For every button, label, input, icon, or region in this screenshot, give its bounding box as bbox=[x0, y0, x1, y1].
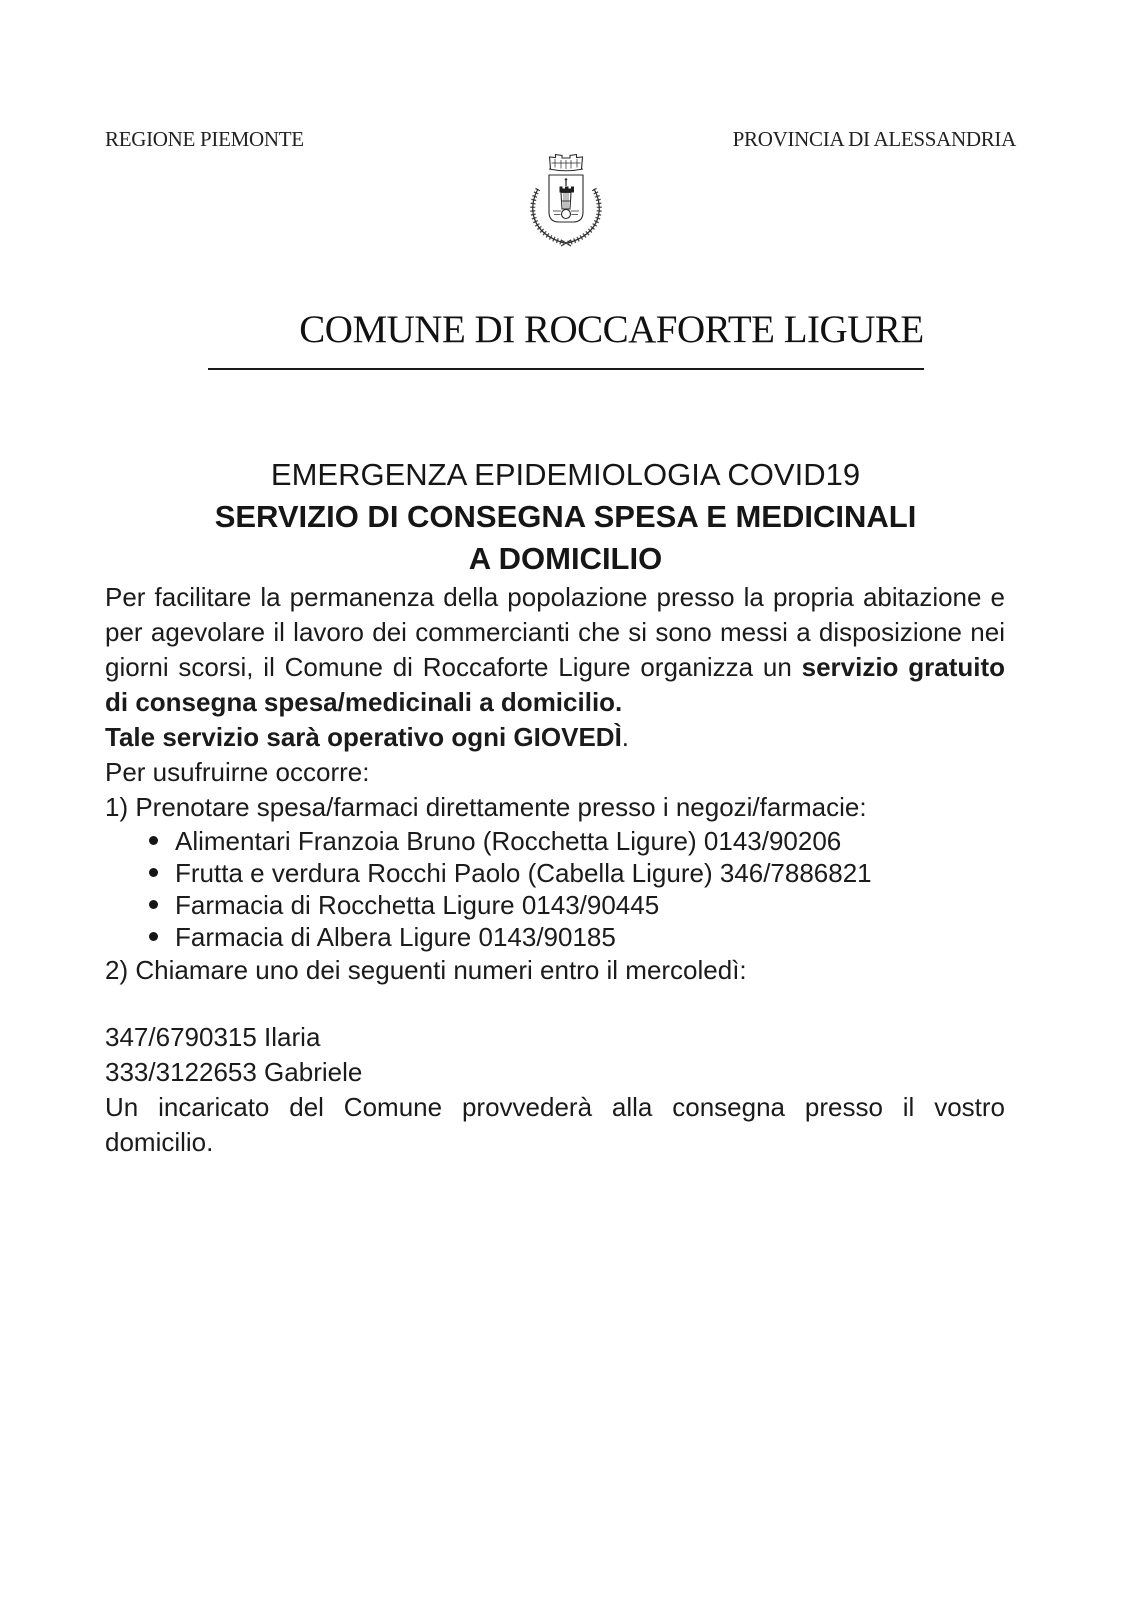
shop-entry: Frutta e verdura Rocchi Paolo (Cabella Ligure) 346/7886821 bbox=[175, 858, 872, 888]
schedule-paragraph bbox=[105, 720, 1005, 755]
shop-entry: Farmacia di Albera Ligure 0143/90185 bbox=[175, 922, 616, 952]
phone-list bbox=[105, 1020, 1005, 1090]
list-item bbox=[105, 921, 1005, 953]
requirements-intro: Per usufruirne occorre: bbox=[105, 757, 370, 787]
shop-entry: Alimentari Franzoia Bruno (Rocchetta Ligure) 0143/90206 bbox=[175, 826, 842, 856]
bullet-icon bbox=[149, 900, 158, 909]
title-underline bbox=[208, 368, 924, 370]
bullet-icon bbox=[149, 868, 158, 877]
list-item bbox=[105, 825, 1005, 857]
phone-entry: 333/3122653 Gabriele bbox=[105, 1057, 363, 1087]
shops-list bbox=[105, 825, 1005, 953]
bullet-icon bbox=[149, 932, 158, 941]
region-label: REGIONE PIEMONTE bbox=[105, 127, 304, 151]
phone-entry: 347/6790315 Ilaria bbox=[105, 1022, 321, 1052]
schedule-period: . bbox=[621, 722, 630, 752]
province-label: PROVINCIA DI ALESSANDRIA bbox=[732, 127, 1016, 151]
intro-bold-text: servizio gratuito di consegna spesa/medicinali a domicilio. bbox=[105, 652, 1005, 717]
step1-label: 1) Prenotare spesa/farmaci direttamente presso i negozi/farmacie: bbox=[105, 792, 867, 822]
heading-line-domicilio: A DOMICILIO bbox=[468, 541, 663, 576]
intro-text: Per facilitare la permanenza della popolazione presso la propria abitazione e per agevolare il lavoro dei commercianti che si sono messi a disposizione nei giorni scorsi, il Comune di Roccaforte Ligure organizza un bbox=[105, 582, 1005, 682]
masthead bbox=[0, 128, 1131, 151]
heading-line-service: SERVIZIO DI CONSEGNA SPESA E MEDICINALI bbox=[214, 499, 917, 534]
schedule-bold-text: Tale servizio sarà operativo ogni GIOVEDÌ bbox=[105, 722, 622, 752]
notice-heading bbox=[0, 454, 1131, 580]
list-item bbox=[105, 889, 1005, 921]
notice-body bbox=[0, 580, 1131, 1160]
intro-paragraph bbox=[105, 580, 1005, 720]
shop-entry: Farmacia di Rocchetta Ligure 0143/90445 bbox=[175, 890, 660, 920]
closing-paragraph: Un incaricato del Comune provvederà alla consegna presso il vostro domicilio. bbox=[105, 1092, 1005, 1157]
page-title: COMUNE DI ROCCAFORTE LIGURE bbox=[299, 308, 924, 351]
step2-label: 2) Chiamare uno dei seguenti numeri entro il mercoledì: bbox=[105, 955, 747, 985]
municipal-coat-of-arms-icon bbox=[520, 244, 612, 261]
emblem-container bbox=[0, 153, 1131, 257]
list-item bbox=[105, 857, 1005, 889]
bullet-icon bbox=[149, 836, 158, 845]
heading-line-emergency: EMERGENZA EPIDEMIOLOGIA COVID19 bbox=[270, 457, 861, 492]
